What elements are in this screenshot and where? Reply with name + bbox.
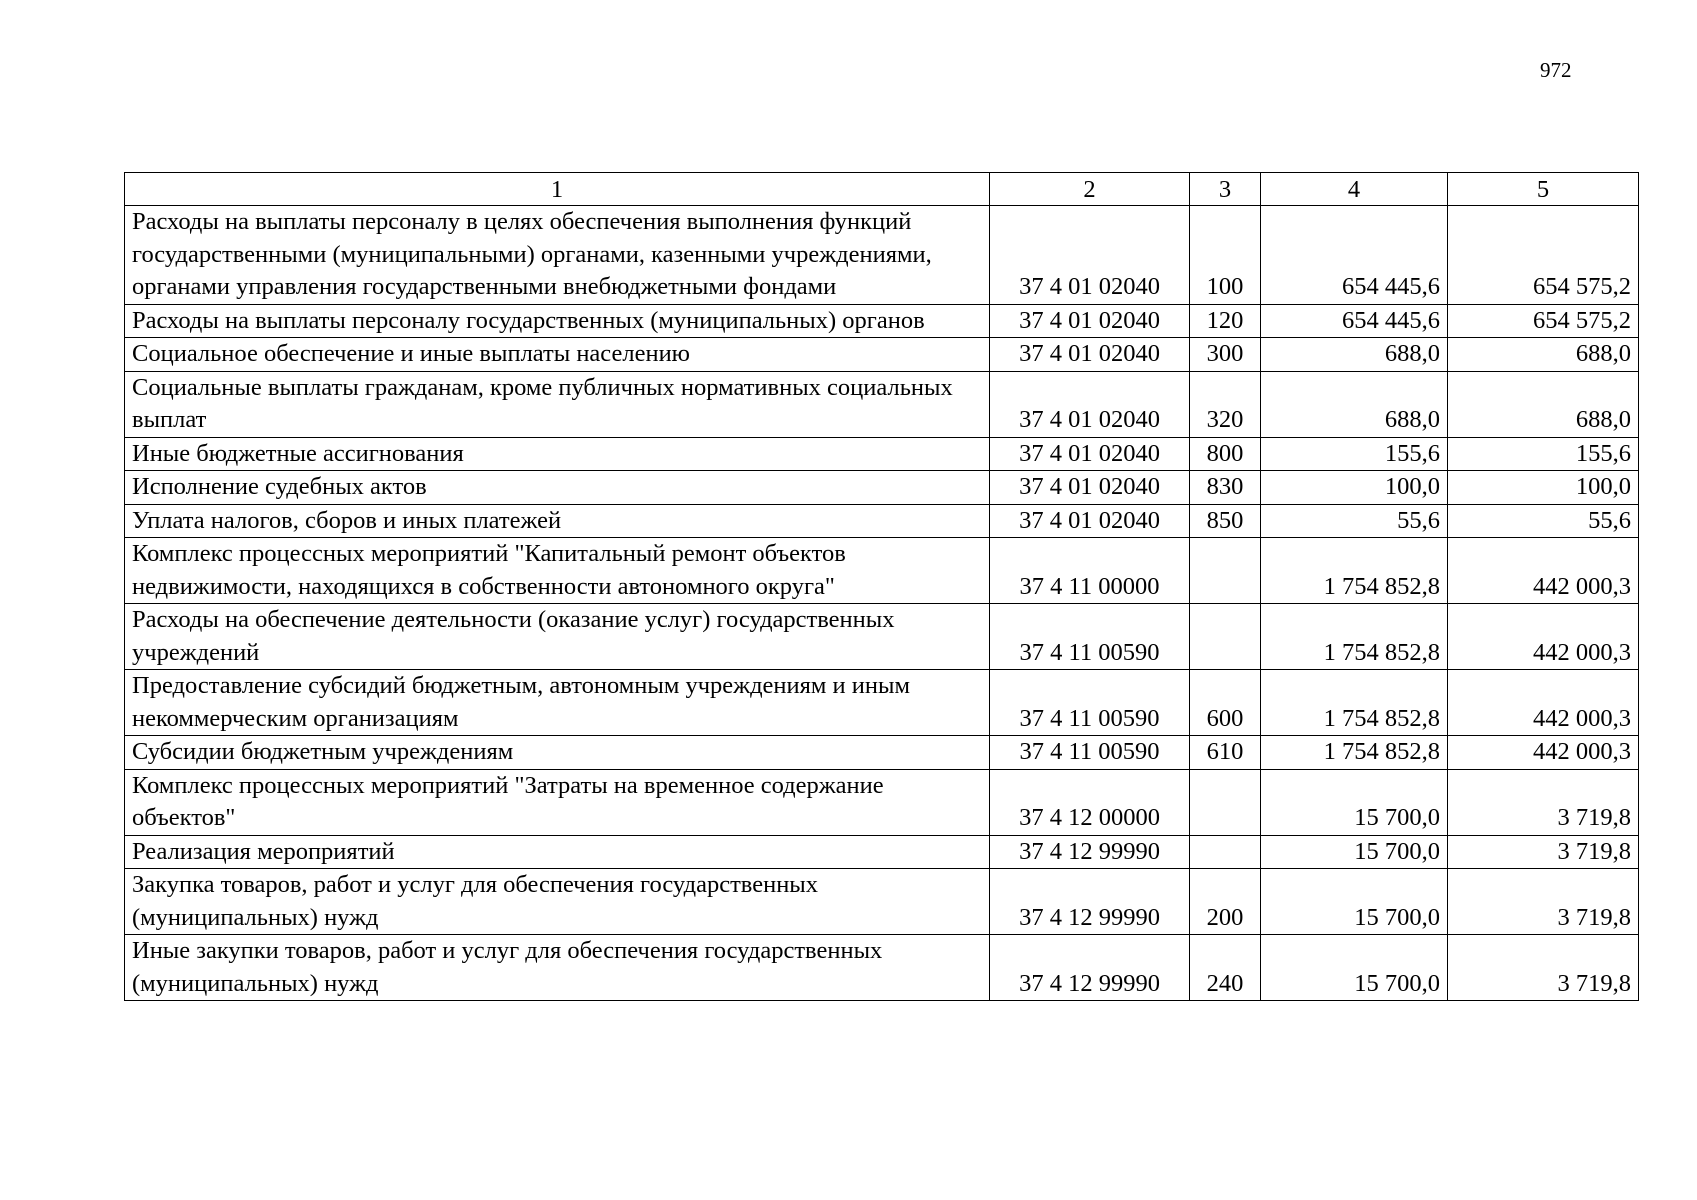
row-value-5: 55,6 [1448,504,1639,538]
row-value-4: 688,0 [1261,371,1448,437]
row-value-5: 442 000,3 [1448,670,1639,736]
row-name: Исполнение судебных актов [125,471,990,505]
row-code: 37 4 01 02040 [990,471,1190,505]
row-code: 37 4 12 99990 [990,869,1190,935]
row-type: 100 [1190,206,1261,305]
row-name: Комплекс процессных мероприятий "Капитальный ремонт объектов недвижимости, находящихся в собственности автономного округа" [125,538,990,604]
row-code: 37 4 11 00590 [990,604,1190,670]
row-name: Иные бюджетные ассигнования [125,437,990,471]
row-value-4: 688,0 [1261,338,1448,372]
row-code: 37 4 11 00590 [990,736,1190,770]
row-name: Уплата налогов, сборов и иных платежей [125,504,990,538]
row-value-4: 55,6 [1261,504,1448,538]
row-type: 320 [1190,371,1261,437]
row-value-4: 15 700,0 [1261,869,1448,935]
row-value-5: 654 575,2 [1448,304,1639,338]
row-value-4: 1 754 852,8 [1261,604,1448,670]
row-type [1190,835,1261,869]
row-name: Иные закупки товаров, работ и услуг для обеспечения государственных (муниципальных) нужд [125,935,990,1001]
row-name: Закупка товаров, работ и услуг для обеспечения государственных (муниципальных) нужд [125,869,990,935]
page-number: 972 [1540,58,1572,82]
row-value-5: 688,0 [1448,371,1639,437]
row-value-4: 654 445,6 [1261,304,1448,338]
table-row [125,471,1639,505]
row-value-5: 3 719,8 [1448,835,1639,869]
row-value-5: 442 000,3 [1448,736,1639,770]
row-value-5: 442 000,3 [1448,538,1639,604]
row-value-4: 1 754 852,8 [1261,736,1448,770]
row-type [1190,604,1261,670]
row-code: 37 4 12 00000 [990,769,1190,835]
row-value-4: 15 700,0 [1261,835,1448,869]
row-name: Реализация мероприятий [125,835,990,869]
table-row [125,869,1639,935]
table-header-row [125,173,1639,206]
budget-table [124,172,1639,1001]
table-row [125,670,1639,736]
row-name: Предоставление субсидий бюджетным, автономным учреждениям и иным некоммерческим организациям [125,670,990,736]
row-code: 37 4 12 99990 [990,935,1190,1001]
row-value-4: 15 700,0 [1261,935,1448,1001]
row-value-5: 155,6 [1448,437,1639,471]
row-code: 37 4 01 02040 [990,437,1190,471]
row-name: Расходы на обеспечение деятельности (оказание услуг) государственных учреждений [125,604,990,670]
row-value-5: 688,0 [1448,338,1639,372]
row-type: 610 [1190,736,1261,770]
row-type: 300 [1190,338,1261,372]
row-name: Расходы на выплаты персоналу государственных (муниципальных) органов [125,304,990,338]
row-type: 240 [1190,935,1261,1001]
row-code: 37 4 01 02040 [990,371,1190,437]
row-value-5: 3 719,8 [1448,769,1639,835]
row-value-5: 100,0 [1448,471,1639,505]
row-name: Расходы на выплаты персоналу в целях обеспечения выполнения функций государственными (муниципальными) органами, казенными учреждениями, органами управления государственными внебюджетными фондами [125,206,990,305]
row-type: 850 [1190,504,1261,538]
table-row [125,736,1639,770]
table-row [125,437,1639,471]
row-type [1190,538,1261,604]
row-name: Комплекс процессных мероприятий "Затраты на временное содержание объектов" [125,769,990,835]
row-type: 600 [1190,670,1261,736]
row-name: Субсидии бюджетным учреждениям [125,736,990,770]
row-name: Социальные выплаты гражданам, кроме публичных нормативных социальных выплат [125,371,990,437]
table-row [125,304,1639,338]
row-code: 37 4 01 02040 [990,206,1190,305]
table-row [125,935,1639,1001]
row-value-5: 442 000,3 [1448,604,1639,670]
header-col-2: 2 [990,173,1190,206]
row-value-4: 1 754 852,8 [1261,538,1448,604]
table-row [125,338,1639,372]
header-col-4: 4 [1261,173,1448,206]
table-row [125,504,1639,538]
row-type: 120 [1190,304,1261,338]
row-value-4: 15 700,0 [1261,769,1448,835]
row-type [1190,769,1261,835]
row-code: 37 4 12 99990 [990,835,1190,869]
row-type: 830 [1190,471,1261,505]
row-value-5: 654 575,2 [1448,206,1639,305]
header-col-1: 1 [125,173,990,206]
table-row [125,769,1639,835]
header-col-5: 5 [1448,173,1639,206]
table-row [125,538,1639,604]
header-col-3: 3 [1190,173,1261,206]
table-row [125,835,1639,869]
row-value-4: 654 445,6 [1261,206,1448,305]
row-name: Социальное обеспечение и иные выплаты населению [125,338,990,372]
table-row [125,371,1639,437]
row-value-5: 3 719,8 [1448,935,1639,1001]
row-value-4: 100,0 [1261,471,1448,505]
row-code: 37 4 11 00000 [990,538,1190,604]
row-code: 37 4 11 00590 [990,670,1190,736]
row-value-4: 155,6 [1261,437,1448,471]
row-code: 37 4 01 02040 [990,304,1190,338]
row-type: 200 [1190,869,1261,935]
row-value-4: 1 754 852,8 [1261,670,1448,736]
table-row [125,206,1639,305]
table-row [125,604,1639,670]
row-code: 37 4 01 02040 [990,504,1190,538]
row-value-5: 3 719,8 [1448,869,1639,935]
row-type: 800 [1190,437,1261,471]
row-code: 37 4 01 02040 [990,338,1190,372]
